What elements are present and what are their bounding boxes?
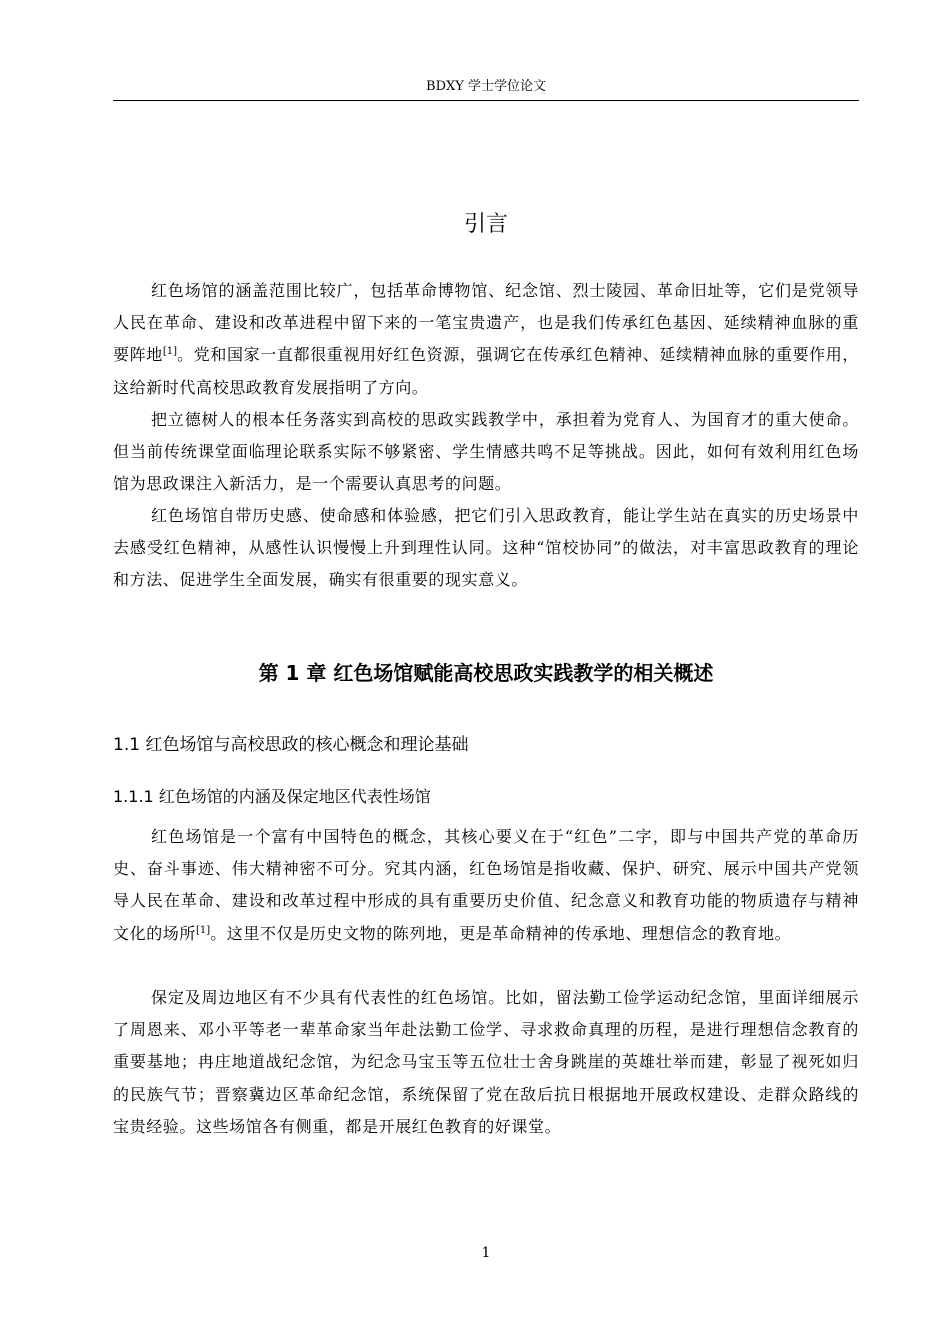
section-heading-1-1: 1.1 红色场馆与高校思政的核心概念和理论基础: [113, 735, 469, 755]
citation-ref: [1]: [196, 924, 211, 936]
chapter-paragraph-1: [113, 821, 859, 950]
intro-title: 引言: [463, 212, 508, 237]
chapter-paragraph-1-text-b: 。这里不仅是历史文物的陈列地，更是革命精神的传承地、理想信念的教育地。: [210, 923, 792, 943]
intro-paragraph-1-text-b: 。党和国家一直都很重视用好红色资源，强调它在传承红色精神、延续精神血脉的重要作用，这给新时代高校思政教育发展指明了方向。: [113, 345, 859, 397]
intro-paragraph-1: [113, 275, 859, 404]
page-number: 1: [481, 1245, 491, 1261]
intro-paragraph-3: 红色场馆自带历史感、使命感和体验感，把它们引入思政教育，能让学生站在真实的历史场景中去感受红色精神，从感性认识慢慢上升到理性认同。这种“馆校协同”的做法，对丰富思政教育的理论和方法、促进学生全面发展，确实有很重要的现实意义。: [113, 506, 859, 590]
chapter-title: 第 1 章 红色场馆赋能高校思政实践教学的相关概述: [258, 661, 714, 685]
intro-paragraph-1-text-a: 红色场馆的涵盖范围比较广，包括革命博物馆、纪念馆、烈士陵园、革命旧址等，它们是党领导人民在革命、建设和改革进程中留下来的一笔宝贵遗产，也是我们传承红色基因、延续精神血脉的重要阵地: [113, 281, 859, 365]
chapter-paragraph-2: 保定及周边地区有不少具有代表性的红色场馆。比如，留法勤工俭学运动纪念馆，里面详细展示了周恩来、邓小平等老一辈革命家当年赴法勤工俭学、寻求救命真理的历程，是进行理想信念教育的重要基地；冉庄地道战纪念馆，为纪念马宝玉等五位壮士舍身跳崖的英雄壮举而建，彰显了视死如归的民族气节；晋察冀边区革命纪念馆，系统保留了党在敌后抗日根据地开展政权建设、走群众路线的宝贵经验。这些场馆各有侧重，都是开展红色教育的好课堂。: [113, 988, 859, 1136]
intro-paragraph-2: 把立德树人的根本任务落实到高校的思政实践教学中，承担着为党育人、为国育才的重大使命。但当前传统课堂面临理论联系实际不够紧密、学生情感共鸣不足等挑战。因此，如何有效利用红色场馆为思政课注入新活力，是一个需要认真思考的问题。: [113, 410, 859, 494]
chapter-paragraph-1-text-a: 红色场馆是一个富有中国特色的概念，其核心要义在于“红色”二字，即与中国共产党的革命历史、奋斗事迹、伟大精神密不可分。究其内涵，红色场馆是指收藏、保护、研究、展示中国共产党领导人民在革命、建设和改革过程中形成的具有重要历史价值、纪念意义和教育功能的物质遗存与精神文化的场所: [113, 827, 859, 943]
section-heading-1-1-1: 1.1.1 红色场馆的内涵及保定地区代表性场馆: [113, 787, 431, 806]
header-rule: [113, 100, 859, 101]
citation-ref: [1]: [162, 346, 178, 358]
running-header: BDXY 学士学位论文: [426, 79, 546, 94]
